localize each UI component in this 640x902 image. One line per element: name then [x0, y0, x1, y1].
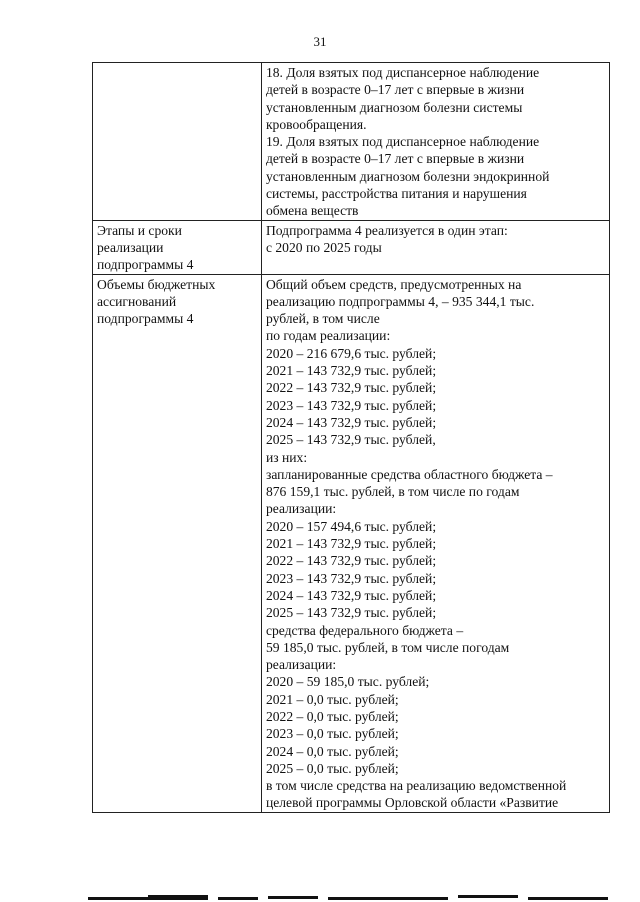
- text-line: рублей, в том числе: [265, 311, 380, 327]
- text-line: детей в возрасте 0–17 лет с впервые в жизни: [265, 82, 525, 98]
- text-line: реализации:: [265, 657, 337, 673]
- text-line: системы, расстройства питания и нарушения: [265, 186, 527, 202]
- text-line: 2023 – 0,0 тыс. рублей;: [265, 726, 399, 742]
- text-line: средства федерального бюджета –: [265, 622, 464, 638]
- row-content-cell: [261, 63, 609, 221]
- text-line: подпрограммы 4: [97, 257, 194, 273]
- text-line: обмена веществ: [265, 203, 359, 219]
- text-line: 2021 – 143 732,9 тыс. рублей;: [265, 536, 437, 552]
- text-line: 2020 – 59 185,0 тыс. рублей;: [265, 674, 430, 690]
- text-line: 2025 – 143 732,9 тыс. рублей,: [265, 432, 436, 448]
- text-line: детей в возрасте 0–17 лет с впервые в жизни: [265, 151, 525, 167]
- text-line: 2020 – 157 494,6 тыс. рублей;: [265, 518, 437, 534]
- text-line: запланированные средства областного бюджета –: [265, 466, 553, 482]
- table-row-indicators: [93, 63, 610, 221]
- text-line: 59 185,0 тыс. рублей, в том числе погодам: [265, 639, 510, 655]
- row-content-cell: [261, 274, 609, 812]
- text-line: 876 159,1 тыс. рублей, в том числе по годам: [265, 484, 520, 500]
- text-line: 2025 – 143 732,9 тыс. рублей;: [265, 605, 437, 621]
- row-label-cell: [93, 63, 262, 221]
- text-line: целевой программы Орловской области «Развитие: [265, 795, 559, 811]
- text-line: в том числе средства на реализацию ведомственной: [265, 778, 567, 794]
- text-line: 18. Доля взятых под диспансерное наблюдение: [265, 65, 540, 80]
- text-line: 2024 – 143 732,9 тыс. рублей;: [265, 414, 437, 430]
- row-label-cell: [93, 274, 262, 812]
- text-line: 2025 – 0,0 тыс. рублей;: [265, 760, 399, 776]
- passport-table: [92, 62, 610, 813]
- row-label-cell: [93, 220, 262, 274]
- text-line: Общий объем средств, предусмотренных на: [265, 276, 522, 292]
- text-line: 2024 – 143 732,9 тыс. рублей;: [265, 587, 437, 603]
- text-line: из них:: [265, 449, 308, 465]
- scan-bottom-edge: [88, 893, 608, 902]
- text-line: реализации:: [265, 501, 337, 517]
- text-line: 2022 – 143 732,9 тыс. рублей;: [265, 553, 437, 569]
- table-row-budget: [93, 274, 610, 812]
- text-line: 2020 – 216 679,6 тыс. рублей;: [265, 345, 437, 361]
- text-line: 2022 – 143 732,9 тыс. рублей;: [265, 380, 437, 396]
- text-line: Объемы бюджетных: [97, 276, 216, 292]
- text-line: кровообращения.: [265, 116, 367, 132]
- text-line: реализации: [97, 239, 164, 255]
- text-line: установленным диагнозом болезни эндокринной: [265, 168, 550, 184]
- text-line: 2021 – 143 732,9 тыс. рублей;: [265, 363, 437, 379]
- text-line: ассигнований: [97, 293, 177, 309]
- table-row-stages: [93, 220, 610, 274]
- text-line: с 2020 по 2025 годы: [265, 239, 382, 255]
- text-line: 19. Доля взятых под диспансерное наблюдение: [265, 134, 540, 150]
- text-line: 2021 – 0,0 тыс. рублей;: [265, 691, 399, 707]
- text-line: по годам реализации:: [265, 328, 391, 344]
- text-line: 2023 – 143 732,9 тыс. рублей;: [265, 570, 437, 586]
- text-line: Подпрограмма 4 реализуется в один этап:: [265, 222, 508, 238]
- text-line: 2023 – 143 732,9 тыс. рублей;: [265, 397, 437, 413]
- text-line: 2024 – 0,0 тыс. рублей;: [265, 743, 399, 759]
- text-line: подпрограммы 4: [97, 311, 194, 327]
- page-number: 31: [313, 34, 327, 49]
- text-line: установленным диагнозом болезни системы: [265, 99, 523, 115]
- text-line: 2022 – 0,0 тыс. рублей;: [265, 708, 399, 724]
- text-line: реализацию подпрограммы 4, – 935 344,1 тыс.: [265, 293, 535, 309]
- text-line: Этапы и сроки: [97, 222, 182, 238]
- row-content-cell: [261, 220, 609, 274]
